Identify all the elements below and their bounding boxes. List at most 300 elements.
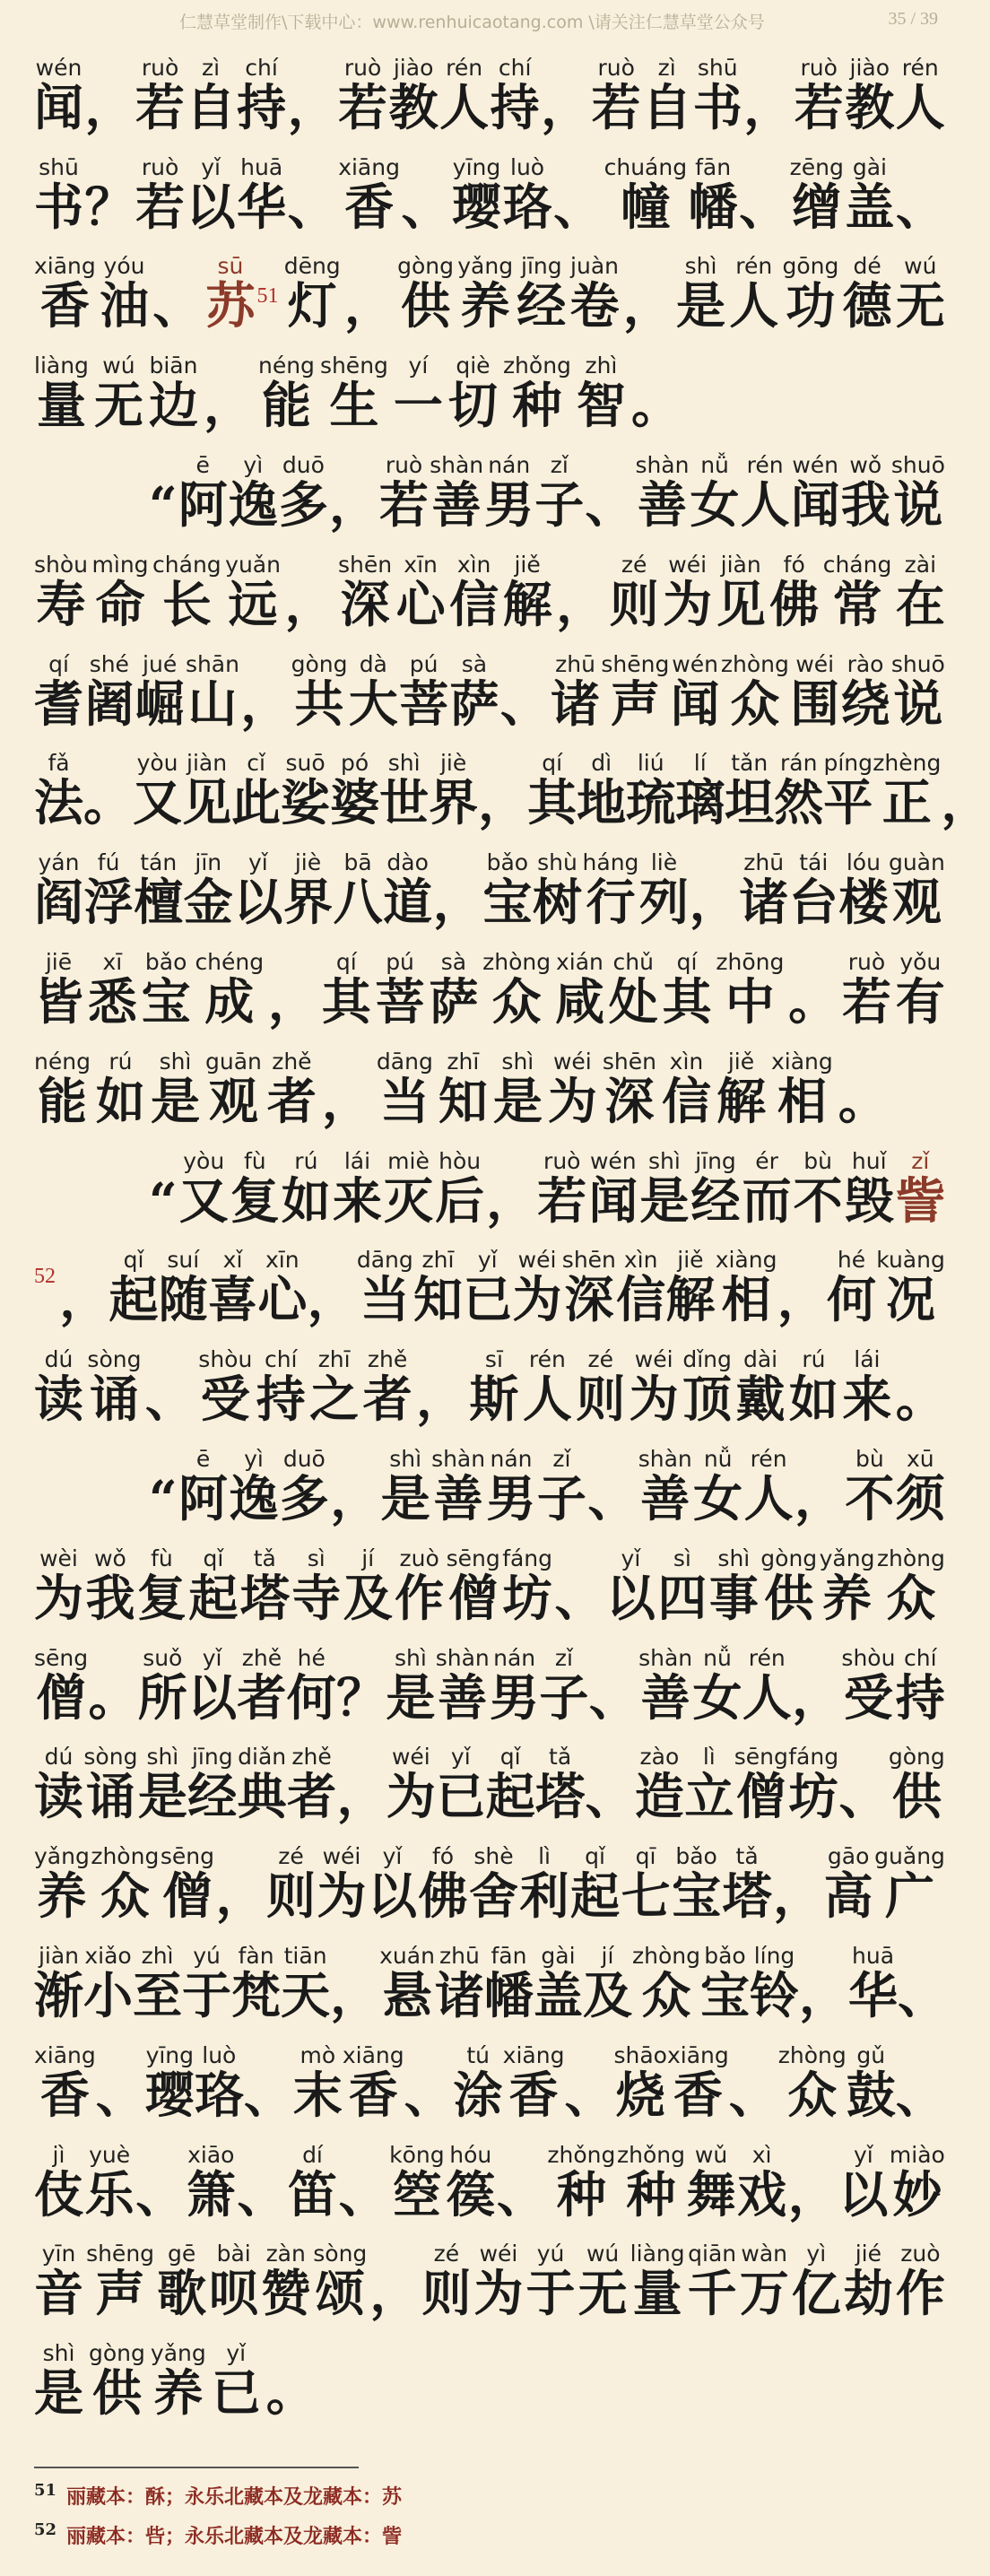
character: 诸zhū <box>434 1942 484 2024</box>
character: 已yǐ <box>463 1247 513 1329</box>
character: 渐jiàn <box>34 1942 84 2024</box>
pinyin: yǐ <box>436 1744 486 1771</box>
pinyin: rú <box>95 1048 145 1075</box>
character: 心xīn <box>395 551 446 633</box>
character: 者zhě <box>362 1346 412 1429</box>
pinyin: shēn <box>561 1247 616 1274</box>
character: 在zài <box>895 551 945 633</box>
pinyin: sēng <box>446 1545 500 1571</box>
pinyin: zhě <box>362 1346 412 1373</box>
character: 子zǐ <box>539 1644 589 1727</box>
character: 然rán <box>774 750 824 832</box>
pinyin: yóu <box>100 253 149 280</box>
text-line <box>34 1324 945 1429</box>
character: 能néng <box>257 352 315 435</box>
pinyin: biān <box>148 352 198 379</box>
pinyin: shàn <box>431 1445 486 1472</box>
pinyin: nán <box>486 1445 536 1472</box>
pinyin: shì <box>137 1744 187 1771</box>
character: 心xīn <box>257 1247 308 1329</box>
pinyin: zhě <box>287 1744 337 1771</box>
pinyin: shàn <box>638 1644 693 1671</box>
character: 解jiě <box>502 551 552 633</box>
pinyin: tǎ <box>535 1744 586 1771</box>
character: 人rén <box>439 54 490 136</box>
pinyin: zhī <box>438 1048 488 1075</box>
pinyin: nǚ <box>692 1644 742 1671</box>
punctuation: ， <box>240 674 291 733</box>
pinyin: yòu <box>133 750 183 777</box>
character: 是shì <box>380 1445 430 1527</box>
character: 幡fān <box>483 1942 534 2024</box>
text-line <box>34 2119 945 2224</box>
text-line <box>34 231 945 335</box>
pinyin: shì <box>386 1644 436 1671</box>
character: 山shān <box>185 650 239 733</box>
pinyin: jīn <box>183 849 233 876</box>
character: 常cháng <box>822 551 892 633</box>
pinyin: kuàng <box>876 1247 945 1274</box>
pinyin: xìn <box>661 1048 711 1075</box>
pinyin: jiè <box>429 750 479 777</box>
pinyin: lí <box>675 750 725 777</box>
character: 人rén <box>743 1445 794 1527</box>
character: 若ruò <box>135 54 186 136</box>
character: 闻wén <box>588 1147 638 1230</box>
footnote-marker: 52 <box>34 1264 56 1288</box>
pinyin: sī <box>469 1346 519 1373</box>
pinyin: shì <box>708 1545 759 1571</box>
pinyin: zuò <box>895 2241 945 2267</box>
pinyin: zì <box>642 54 692 81</box>
pinyin: fú <box>83 849 134 876</box>
character: 浮fú <box>83 849 134 932</box>
text-line <box>34 1423 945 1527</box>
pinyin: ē <box>178 1445 229 1472</box>
character: 此cǐ <box>231 750 282 832</box>
pinyin: gòng <box>397 253 455 280</box>
character: 深shēn <box>337 551 393 633</box>
character: 阎yán <box>34 849 84 932</box>
punctuation: 、 <box>243 2065 293 2124</box>
character: 造zào <box>634 1744 684 1826</box>
pinyin: zhōng <box>716 948 785 975</box>
character: 男nán <box>490 1644 540 1727</box>
punctuation: 、 <box>496 2164 546 2224</box>
character: 来lái <box>332 1147 382 1230</box>
pinyin: zào <box>634 1744 684 1771</box>
character: 众zhòng <box>777 2041 847 2124</box>
pinyin: yīn <box>34 2241 83 2267</box>
character: 切qiè <box>447 352 498 435</box>
text-line <box>34 1225 945 1329</box>
pinyin: tǎ <box>722 1843 772 1870</box>
character: 珞luò <box>502 153 552 236</box>
character: 盖gài <box>533 1942 583 2024</box>
character: 围wéi <box>790 650 840 733</box>
character: 解jiě <box>665 1247 716 1329</box>
character: 无wú <box>895 253 945 335</box>
pinyin: yú <box>182 1942 232 1969</box>
pinyin: shì <box>150 1048 200 1075</box>
character: 歌gē <box>157 2241 207 2323</box>
pinyin: yǐ <box>463 1247 513 1274</box>
punctuation: 、 <box>553 177 604 236</box>
pinyin: shù <box>532 849 582 876</box>
character: 我wǒ <box>85 1545 135 1627</box>
character: 起qǐ <box>109 1247 159 1329</box>
character: 亿yì <box>791 2241 841 2323</box>
character: 则zé <box>576 1346 626 1429</box>
pinyin: huā <box>848 1942 899 1969</box>
character: 是shì <box>150 1048 200 1130</box>
pinyin: xiāng <box>338 153 400 180</box>
character: 篌hóu <box>446 2141 496 2224</box>
pinyin: yǐ <box>211 2340 261 2367</box>
character: 见jiàn <box>182 750 232 832</box>
character: 不bù <box>845 1445 895 1527</box>
pinyin: jiàn <box>716 551 766 578</box>
pinyin: jí <box>582 1942 632 1969</box>
pinyin: shēng <box>86 2241 155 2267</box>
pinyin: gāo <box>823 1843 873 1870</box>
pinyin: shé <box>84 650 135 677</box>
pinyin: sà <box>449 650 499 677</box>
character: 赞zàn <box>261 2241 311 2323</box>
pinyin: tái <box>788 849 838 876</box>
pinyin: zé <box>265 1843 316 1870</box>
character: 塔tǎ <box>535 1744 586 1826</box>
character: 音yīn <box>34 2241 84 2323</box>
pinyin: zhǒng <box>502 352 571 379</box>
character: 斯sī <box>469 1346 519 1429</box>
character: 相xiàng <box>771 1048 833 1130</box>
pinyin: yú <box>525 2241 576 2267</box>
character: 受shòu <box>198 1346 253 1429</box>
pinyin: xì <box>737 2141 787 2168</box>
character: 量liàng <box>34 352 89 435</box>
character: 是shì <box>676 253 726 335</box>
pinyin: hòu <box>435 1147 485 1174</box>
pinyin: fáng <box>502 1545 553 1571</box>
character: 皆jiē <box>34 948 84 1031</box>
punctuation: 。 <box>838 1071 888 1130</box>
pinyin: sòng <box>87 1346 142 1373</box>
character: 香xiāng <box>666 2041 729 2124</box>
pinyin: guān <box>204 1048 262 1075</box>
pinyin: qí <box>527 750 578 777</box>
character: 者zhě <box>266 1048 317 1130</box>
pinyin: yǐ <box>605 1545 656 1571</box>
character: 养yǎng <box>457 253 514 335</box>
punctuation: “ <box>149 474 178 534</box>
character: 子zǐ <box>536 1445 586 1527</box>
character: 善shàn <box>638 1644 693 1727</box>
character: 为wéi <box>386 1744 436 1826</box>
pinyin: nán <box>490 1644 540 1671</box>
character: 为wéi <box>317 1843 367 1926</box>
character: 逸yì <box>228 451 278 534</box>
pinyin: sòng <box>313 2241 368 2267</box>
character: 说shuō <box>890 451 945 534</box>
footnote-number: 52 <box>34 2520 57 2539</box>
footnote-51 <box>34 2476 931 2515</box>
character: 功gōng <box>782 253 839 335</box>
pinyin: háng <box>582 849 639 876</box>
character: 人rén <box>522 1346 572 1429</box>
punctuation: ， <box>321 1071 371 1130</box>
character: 僧sēng <box>446 1545 500 1627</box>
pinyin: xiāng <box>34 2041 96 2068</box>
punctuation: ？ <box>336 1667 386 1727</box>
punctuation: ， <box>330 1468 380 1527</box>
character: 其qí <box>321 948 371 1031</box>
pinyin: yòu <box>178 1147 229 1174</box>
character: 又yòu <box>133 750 183 832</box>
character: 是shì <box>492 1048 543 1130</box>
pinyin: xiāo <box>186 2141 236 2168</box>
character: 诸zhū <box>739 849 789 932</box>
pinyin: shàn <box>638 1445 692 1472</box>
character: 小xiǎo <box>83 1942 134 2024</box>
punctuation: 、 <box>401 177 451 236</box>
pinyin: dú <box>34 1744 83 1771</box>
pinyin: yǎng <box>34 1843 90 1870</box>
pinyin: bā <box>333 849 383 876</box>
footnotes <box>34 2476 931 2554</box>
pinyin: rán <box>774 750 824 777</box>
punctuation: 。 <box>895 1370 945 1429</box>
pinyin: suí <box>158 1247 208 1274</box>
pinyin: chuáng <box>604 153 688 180</box>
pinyin: wéi <box>512 1247 562 1274</box>
character: 悬xuán <box>379 1942 435 2024</box>
pinyin: xīn <box>395 551 446 578</box>
pinyin: kōng <box>389 2141 445 2168</box>
character: 天tiān <box>281 1942 331 2024</box>
character: 缯zēng <box>789 153 844 236</box>
character: 如rú <box>788 1346 838 1429</box>
character: 地dì <box>577 750 627 832</box>
pinyin: yǐ <box>838 2141 889 2168</box>
pinyin: ruò <box>135 153 186 180</box>
character: 盖gài <box>845 153 895 236</box>
character: 则zé <box>265 1843 316 1926</box>
character: 者zhě <box>237 1644 287 1727</box>
character: 若ruò <box>537 1147 587 1230</box>
character: 末mò <box>292 2041 343 2124</box>
pinyin: zǐ <box>534 451 585 478</box>
pinyin: shāo <box>613 2041 667 2068</box>
pinyin: jí <box>343 1545 393 1571</box>
pinyin: wéi <box>663 551 713 578</box>
character: 寺sì <box>291 1545 342 1627</box>
character: 万wàn <box>739 2241 789 2323</box>
character: 为wéi <box>512 1247 562 1329</box>
character: 女nǚ <box>693 1445 743 1527</box>
character: 声shēng <box>601 650 670 733</box>
character: 所suǒ <box>137 1644 187 1727</box>
pinyin: gòng <box>89 2340 145 2367</box>
punctuation: 、 <box>95 2065 145 2124</box>
character: 种zhǒng <box>547 2141 616 2224</box>
pinyin: suō <box>281 750 331 777</box>
character: 起qǐ <box>570 1843 621 1926</box>
character: 寿shòu <box>34 551 89 633</box>
pinyin: fān <box>483 1942 534 1969</box>
pinyin: píng <box>823 750 873 777</box>
punctuation: ， <box>284 574 334 633</box>
character: 边biān <box>148 352 198 435</box>
pinyin: ruò <box>841 948 891 975</box>
character: 坊fáng <box>502 1545 553 1627</box>
punctuation: 、 <box>895 2065 945 2124</box>
pinyin: nǚ <box>693 1445 743 1472</box>
punctuation: ， <box>773 1867 823 1926</box>
pinyin: wú <box>578 2241 628 2267</box>
pinyin: shòu <box>841 1644 896 1671</box>
pinyin: shì <box>492 1048 543 1075</box>
character: 远yuǎn <box>225 551 281 633</box>
pinyin: xiāng <box>502 2041 565 2068</box>
pinyin: zé <box>576 1346 626 1373</box>
pinyin: rén <box>522 1346 572 1373</box>
pinyin: zhòng <box>720 650 789 677</box>
pinyin: ē <box>178 451 228 478</box>
pinyin: dǐng <box>682 1346 733 1373</box>
footnote-separator <box>34 2467 359 2468</box>
character: 知zhī <box>413 1247 464 1329</box>
character: 读dú <box>34 1346 84 1429</box>
pinyin: chí <box>256 1346 306 1373</box>
character: 闻wén <box>34 54 84 136</box>
pinyin: cháng <box>152 551 221 578</box>
punctuation: ， <box>203 376 253 435</box>
pinyin: shēn <box>337 551 393 578</box>
pinyin: xiàng <box>715 1247 777 1274</box>
punctuation: ， <box>556 574 606 633</box>
pinyin: ér <box>742 1147 792 1174</box>
pinyin: dēng <box>283 253 341 280</box>
character: 鼓gǔ <box>846 2041 896 2124</box>
pinyin: líng <box>749 1942 799 1969</box>
punctuation: ， <box>787 2164 838 2224</box>
character: 种zhǒng <box>502 352 571 435</box>
pinyin: tǎn <box>725 750 775 777</box>
character: 毁huǐ <box>844 1147 894 1230</box>
pinyin: fān <box>688 153 738 180</box>
pinyin: qiè <box>447 352 498 379</box>
character: 宝bǎo <box>141 948 191 1031</box>
character: 供gòng <box>888 1744 945 1826</box>
punctuation: 、 <box>588 1667 638 1727</box>
character: 笛dí <box>287 2141 337 2224</box>
footnote-52 <box>34 2515 931 2554</box>
character: 及jí <box>582 1942 632 2024</box>
pinyin: wén <box>588 1147 638 1174</box>
pinyin: jiàn <box>182 750 232 777</box>
pinyin: shū <box>34 153 83 180</box>
pinyin: ruò <box>591 54 641 81</box>
pinyin: liàng <box>34 352 89 379</box>
punctuation: ？ <box>84 177 135 236</box>
character: 人rén <box>729 253 779 335</box>
text-line <box>34 2219 945 2323</box>
pinyin: wéi <box>790 650 840 677</box>
pinyin: yǎng <box>457 253 514 280</box>
character: 复fù <box>230 1147 280 1230</box>
character: 养yǎng <box>150 2340 206 2423</box>
pinyin: yì <box>228 451 278 478</box>
pinyin: diǎn <box>237 1744 287 1771</box>
character: 璎yīng <box>452 153 502 236</box>
character: 幡fān <box>688 153 738 236</box>
character: 界jiè <box>282 849 333 932</box>
pinyin: shēng <box>601 650 670 677</box>
punctuation: ， <box>478 773 528 832</box>
punctuation: ， <box>432 873 482 932</box>
pinyin: shì <box>639 1147 690 1174</box>
character: 高gāo <box>823 1843 873 1926</box>
character: 以yǐ <box>368 1843 418 1926</box>
character: 子zǐ <box>534 451 585 534</box>
character: 大dà <box>348 650 398 733</box>
pinyin: pú <box>375 948 425 975</box>
pinyin: zhū <box>434 1942 484 1969</box>
character: 诵sòng <box>83 1744 138 1826</box>
character: 我wǒ <box>840 451 890 534</box>
pinyin: rén <box>743 1445 794 1472</box>
character: 教jiào <box>388 54 439 136</box>
pinyin: ruò <box>379 451 430 478</box>
pinyin: lái <box>842 1346 892 1373</box>
character: 观guān <box>204 1048 262 1130</box>
pinyin: sì <box>291 1545 342 1571</box>
pinyin: jiè <box>282 849 333 876</box>
pinyin: xiàng <box>771 1048 833 1075</box>
character: 起qǐ <box>188 1545 239 1627</box>
pinyin: zàn <box>261 2241 311 2267</box>
punctuation: ， <box>743 77 794 136</box>
pinyin: guàn <box>888 849 945 876</box>
pinyin: fù <box>136 1545 187 1571</box>
character: 若ruò <box>794 54 844 136</box>
pinyin: shēn <box>602 1048 656 1075</box>
character: 香xiāng <box>342 2041 404 2124</box>
character: 塔tǎ <box>722 1843 772 1926</box>
pinyin: wéi <box>473 2241 524 2267</box>
pinyin: shēng <box>319 352 388 379</box>
pinyin: zé <box>421 2241 472 2267</box>
pinyin: qǐ <box>485 1744 535 1771</box>
character: 咸xián <box>554 948 604 1031</box>
character: 为wéi <box>663 551 713 633</box>
character: 长cháng <box>152 551 221 633</box>
character: 塔tǎ <box>239 1545 290 1627</box>
character: 菩pú <box>399 650 449 733</box>
character: 无wú <box>578 2241 628 2323</box>
character: 宝bǎo <box>672 1843 722 1926</box>
character: 观guàn <box>888 849 945 932</box>
character: 信xìn <box>449 551 499 633</box>
character: 若ruò <box>841 948 891 1031</box>
pinyin: rén <box>740 451 790 478</box>
pinyin: luò <box>194 2041 244 2068</box>
character: 宝bǎo <box>482 849 533 932</box>
pinyin: yuǎn <box>225 551 281 578</box>
pinyin: jiào <box>845 54 895 81</box>
pinyin: zhì <box>133 1942 183 1969</box>
